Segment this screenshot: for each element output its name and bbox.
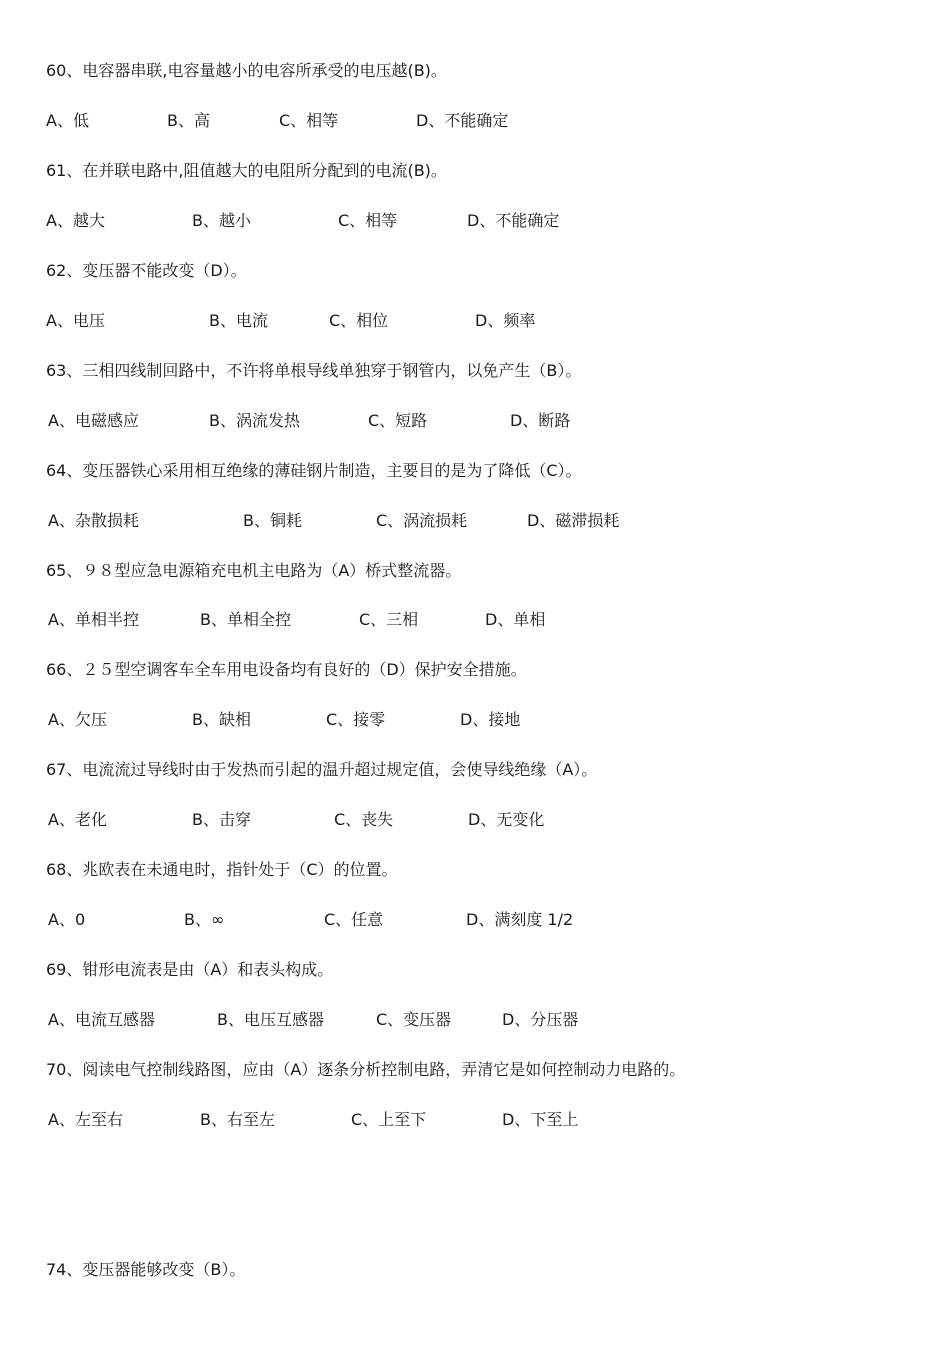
- option-d: D、满刻度 1/2: [466, 910, 574, 929]
- option-d: D、无变化: [468, 810, 545, 829]
- option-a: A、越大: [46, 211, 105, 230]
- option-d: D、不能确定: [467, 211, 560, 230]
- option-b: B、缺相: [192, 710, 251, 729]
- option-c: C、相位: [329, 311, 389, 330]
- question-67: 67、电流流过导线时由于发热而引起的温升超过规定值，会使导线绝缘（A）。: [46, 760, 598, 779]
- option-b: B、电流: [209, 311, 268, 330]
- option-a: A、单相半控: [48, 610, 139, 629]
- option-c: C、接零: [326, 710, 386, 729]
- question-68: 68、兆欧表在未通电时，指针处于（C）的位置。: [46, 860, 398, 879]
- option-c: C、短路: [368, 411, 428, 430]
- option-d: D、分压器: [502, 1010, 579, 1029]
- option-a: A、0: [48, 910, 86, 929]
- option-a: A、电流互感器: [48, 1010, 155, 1029]
- option-b: B、右至左: [200, 1110, 275, 1129]
- option-d: D、接地: [460, 710, 521, 729]
- option-c: C、三相: [359, 610, 419, 629]
- option-d: D、下至上: [502, 1110, 579, 1129]
- option-c: C、丧失: [334, 810, 394, 829]
- option-b: B、高: [167, 111, 210, 130]
- option-b: B、涡流发热: [209, 411, 300, 430]
- option-a: A、欠压: [48, 710, 107, 729]
- question-62: 62、变压器不能改变（D）。: [46, 261, 247, 280]
- option-d: D、磁滞损耗: [527, 511, 620, 530]
- option-c: C、变压器: [376, 1010, 452, 1029]
- option-a: A、老化: [48, 810, 107, 829]
- option-a: A、电磁感应: [48, 411, 139, 430]
- option-a: A、杂散损耗: [48, 511, 139, 530]
- option-d: D、单相: [485, 610, 546, 629]
- option-c: C、任意: [324, 910, 384, 929]
- option-d: D、不能确定: [416, 111, 509, 130]
- option-b: B、电压互感器: [217, 1010, 324, 1029]
- question-64: 64、变压器铁心采用相互绝缘的薄硅钢片制造，主要目的是为了降低（C）。: [46, 461, 582, 480]
- question-70: 70、阅读电气控制线路图，应由（A）逐条分析控制电路，弄清它是如何控制动力电路的。: [46, 1060, 686, 1079]
- option-d: D、频率: [475, 311, 536, 330]
- option-b: B、击穿: [192, 810, 251, 829]
- option-b: B、∞: [184, 910, 225, 929]
- question-63: 63、三相四线制回路中，不许将单根导线单独穿于钢管内，以免产生（B）。: [46, 361, 582, 380]
- option-b: B、单相全控: [200, 610, 291, 629]
- question-65: 65、９８型应急电源箱充电机主电路为（A）桥式整流器。: [46, 561, 462, 580]
- option-b: B、铜耗: [243, 511, 302, 530]
- question-69: 69、钳形电流表是由（A）和表头构成。: [46, 960, 334, 979]
- option-c: C、涡流损耗: [376, 511, 468, 530]
- option-c: C、相等: [338, 211, 398, 230]
- option-a: A、电压: [46, 311, 105, 330]
- question-61: 61、在并联电路中,阻值越大的电阻所分配到的电流(B)。: [46, 161, 447, 180]
- question-74: 74、变压器能够改变（B）。: [46, 1260, 246, 1279]
- option-b: B、越小: [192, 211, 251, 230]
- option-a: A、低: [46, 111, 89, 130]
- question-60: 60、电容器串联,电容量越小的电容所承受的电压越(B)。: [46, 61, 447, 80]
- option-a: A、左至右: [48, 1110, 123, 1129]
- option-c: C、上至下: [351, 1110, 427, 1129]
- question-66: 66、２５型空调客车全车用电设备均有良好的（D）保护安全措施。: [46, 660, 527, 679]
- option-d: D、断路: [510, 411, 571, 430]
- option-c: C、相等: [279, 111, 339, 130]
